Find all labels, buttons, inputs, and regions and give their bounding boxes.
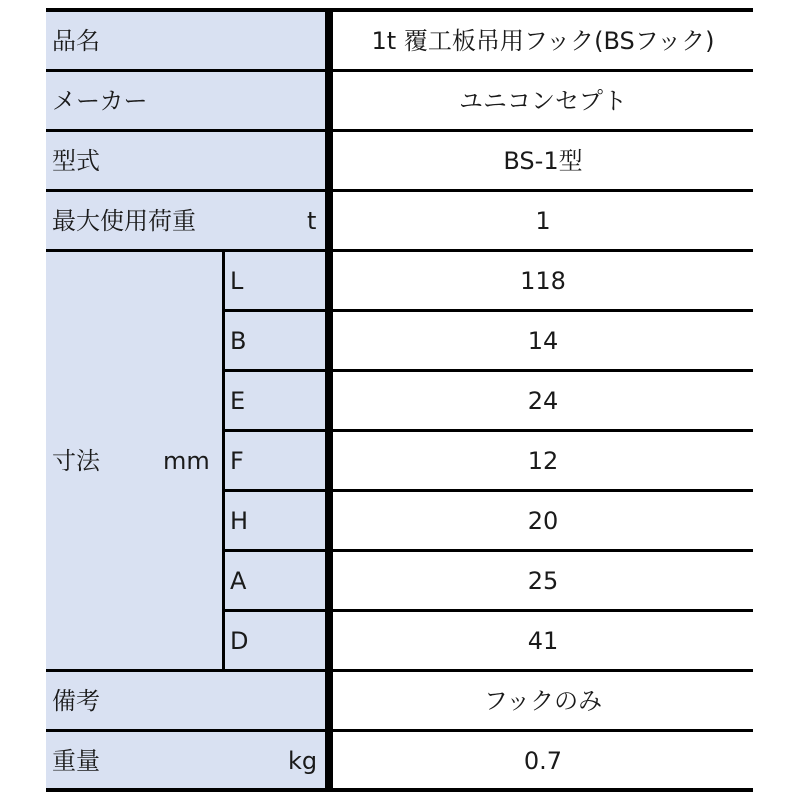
max-load-unit: t: [307, 207, 317, 235]
row-rule: [222, 429, 753, 432]
weight-unit: kg: [288, 747, 318, 775]
remarks-value: フックのみ: [483, 687, 603, 715]
dimension-key-b: B: [230, 327, 247, 355]
max-load-label: 最大使用荷重: [52, 207, 196, 235]
dimension-value-l: 118: [520, 267, 566, 295]
model-value: BS-1型: [503, 147, 583, 175]
product-name-label: 品名: [52, 27, 100, 55]
product-name-value: 1t 覆工板吊用フック(BSフック): [371, 27, 715, 55]
weight-label: 重量: [52, 747, 100, 775]
dimension-key-f: F: [230, 447, 244, 475]
row-rule: [46, 249, 753, 252]
row-rule: [46, 669, 753, 672]
remarks-label: 備考: [52, 687, 100, 715]
dimension-key-l: L: [230, 267, 244, 295]
dimensions-label: 寸法: [52, 447, 100, 475]
weight-value: 0.7: [523, 747, 563, 775]
dimension-key-d: D: [230, 627, 249, 655]
row-rule: [46, 8, 753, 12]
dimension-value-e: 24: [527, 387, 559, 415]
row-rule: [46, 129, 753, 132]
row-rule: [222, 609, 753, 612]
row-rule: [46, 189, 753, 192]
row-rule: [222, 369, 753, 372]
dimension-divider: [222, 250, 225, 670]
header-column-bg: [46, 10, 325, 790]
max-load-value: 1: [535, 207, 551, 235]
dimension-key-a: A: [230, 567, 247, 595]
model-label: 型式: [52, 147, 100, 175]
row-rule: [46, 729, 753, 732]
dimension-key-e: E: [230, 387, 246, 415]
column-divider: [325, 10, 333, 792]
dimension-value-f: 12: [527, 447, 559, 475]
dimension-value-a: 25: [527, 567, 559, 595]
dimension-value-b: 14: [527, 327, 559, 355]
dimension-value-h: 20: [527, 507, 559, 535]
dimension-key-h: H: [230, 507, 249, 535]
maker-label: メーカー: [52, 87, 148, 115]
dimension-value-d: 41: [527, 627, 559, 655]
row-rule: [46, 69, 753, 72]
dimensions-unit: mm: [163, 447, 210, 475]
maker-value: ユニコンセプト: [459, 87, 627, 115]
row-rule: [46, 788, 753, 792]
row-rule: [222, 309, 753, 312]
row-rule: [222, 489, 753, 492]
row-rule: [222, 549, 753, 552]
